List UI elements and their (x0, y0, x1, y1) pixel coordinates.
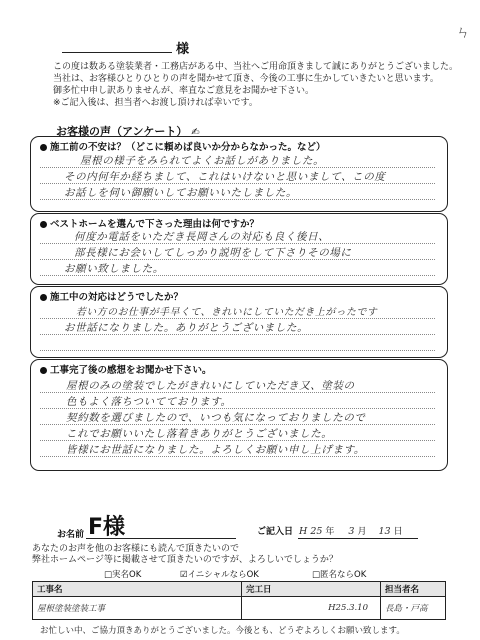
table-header-row (33, 582, 446, 597)
bullet-icon (40, 367, 47, 374)
date-underline (298, 538, 418, 539)
date-field (257, 524, 403, 537)
intro-line-4: ※ご記入後は、担当者へお渡し頂ければ幸いです。 (53, 98, 258, 108)
ruled-line (40, 350, 435, 351)
name-value (88, 510, 125, 541)
question-after-completion (40, 362, 212, 376)
question-reason (40, 216, 259, 230)
construction-info-table (32, 581, 446, 620)
option-label: 匿名ならOK (320, 570, 367, 580)
intro-line-1: この度は数ある塗装業者・工務店がある中、当社へご用命頂きまして誠にありがとうございました。 (53, 62, 459, 72)
answer-pre-construction-3: お話しを伺い御願いしてお願いいたしました。 (64, 187, 298, 199)
staff-name-value: 長島・戸高 (381, 597, 446, 620)
answer-reason-3: お願い致しました。 (64, 263, 164, 275)
pen-icon: ✍ (191, 127, 200, 138)
name-suffix: 様 (103, 515, 126, 540)
survey-title-text: お客様の声（アンケート） (56, 125, 188, 138)
name-underline (86, 538, 236, 539)
answer-after-completion-4: これでお願いいたし落着きありがとうございました。 (66, 428, 333, 440)
answer-after-completion-2: 色もよく落ちついてております。 (66, 396, 232, 408)
closing-text: お忙しい中、ご協力頂きありがとうございました。今後とも、どうぞよろしくお願い致します。 (40, 626, 405, 636)
table-row (33, 597, 446, 620)
answer-after-completion-1: 屋根のみの塗装でしたがきれいにしていただき又、塗装の (66, 380, 355, 392)
date-label: ご記入日 (257, 527, 294, 537)
question-during-construction (40, 289, 183, 303)
answer-during-construction-2: お世話になりました。ありがとうございました。 (64, 322, 309, 334)
name-initial: F (88, 515, 104, 540)
date-month-unit: 月 (357, 527, 367, 537)
header-construction-name: 工事名 (33, 582, 242, 597)
answer-pre-construction-2: その内何年か経ちまして、これはいけないと思いまして、この度 (64, 171, 386, 183)
checkbox-checked-icon: ☑ (180, 570, 188, 580)
date-day-unit: 日 (393, 527, 403, 537)
date-year-unit: 年 (325, 527, 335, 537)
permission-line-1: あなたのお声を他のお客様にも読んで頂きたいので (32, 544, 240, 554)
date-era: H (299, 526, 308, 537)
question-text: 施工中の対応はどうでしたか？ (50, 292, 184, 303)
option-label: 実名OK (112, 570, 142, 580)
checkbox-icon: □ (104, 570, 113, 580)
question-pre-construction (40, 139, 326, 153)
corner-mark: ㄣ (456, 25, 470, 41)
answer-reason-2: 部長様にお会いしてしっかり説明をして下さりその場に (74, 247, 352, 259)
question-text: ベストホームを選んで下さった理由は何ですか？ (50, 219, 260, 230)
completion-date-value: H25.3.10 (242, 597, 381, 620)
date-day: 13 (378, 526, 391, 537)
intro-text (53, 61, 473, 109)
date-year: 25 (310, 526, 323, 537)
question-text: 工事完了後の感想をお聞かせ下さい。 (50, 365, 212, 376)
option-anonymous[interactable] (312, 568, 366, 580)
bullet-icon (40, 144, 47, 151)
permission-text (32, 544, 472, 566)
option-label: イニシャルならOK (187, 570, 259, 580)
answer-after-completion-3: 契約数を選びましたので、いつも気になっておりましたので (66, 412, 366, 424)
permission-line-2: 弊社ホームページ等に掲載させて頂きたいのですが、よろしいでしょうか？ (32, 555, 338, 565)
option-real-name[interactable] (104, 568, 141, 580)
ruled-line (40, 318, 435, 319)
bullet-icon (40, 221, 47, 228)
intro-line-3: 御多忙中申し訳ありませんが、率直なご意見をお聞かせ下さい。 (53, 86, 315, 96)
answer-pre-construction-1: 屋根の様子をみられてよくお話しがありました。 (80, 155, 325, 167)
answer-after-completion-5: 皆様にお世話になりました。よろしくお願い申し上げます。 (66, 444, 365, 456)
bullet-icon (40, 294, 47, 301)
option-initial[interactable] (180, 568, 259, 580)
construction-name-value: 屋根塗装塗装工事 (33, 597, 242, 620)
answer-reason-1: 何度か電話をいただき長岡さんの対応も良く後日、 (74, 231, 330, 243)
header-staff-name: 担当者名 (381, 582, 446, 597)
name-label: お名前 (57, 530, 85, 540)
header-completion-date: 完工日 (242, 582, 381, 597)
date-month: 3 (348, 526, 355, 537)
customer-salutation: 様 (176, 42, 190, 57)
intro-line-2: 当社は、お客様ひとりひとりの声を聞かせて頂き、今後の工事に生かしていきたいと思います。 (53, 74, 439, 84)
customer-name-line (62, 52, 172, 53)
answer-during-construction-1: 若い方のお仕事が手早くて、きれいにしていただき上がったです (76, 307, 378, 318)
checkbox-icon: □ (312, 570, 321, 580)
question-text: 施工前の不安は？（どこに頼めば良いか分からなかった。など） (50, 142, 326, 153)
